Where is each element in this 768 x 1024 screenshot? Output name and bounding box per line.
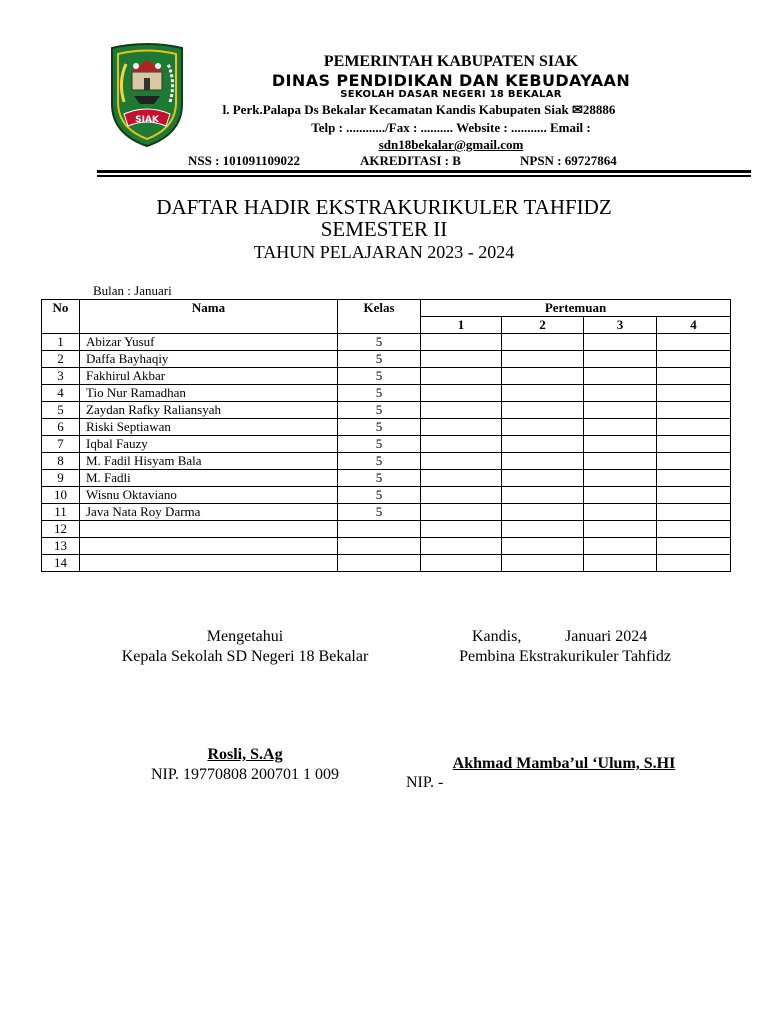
row-nama xyxy=(80,538,338,555)
sig-right-nip: NIP. - xyxy=(406,774,444,791)
row-kelas: 5 xyxy=(338,385,421,402)
row-meeting-1 xyxy=(421,402,502,419)
row-meeting-2 xyxy=(502,334,584,351)
row-kelas: 5 xyxy=(338,470,421,487)
row-meeting-2 xyxy=(502,436,584,453)
header-npsn: NPSN : 69727864 xyxy=(520,153,617,168)
row-meeting-2 xyxy=(502,504,584,521)
row-meeting-3 xyxy=(584,402,657,419)
row-no: 7 xyxy=(42,436,80,453)
table-row xyxy=(42,453,731,470)
row-kelas: 5 xyxy=(338,368,421,385)
row-meeting-2 xyxy=(502,402,584,419)
row-meeting-4 xyxy=(657,504,731,521)
col-header-meeting-3: 3 xyxy=(584,317,657,334)
table-row xyxy=(42,504,731,521)
row-no: 12 xyxy=(42,521,80,538)
header-government: PEMERINTAH KABUPATEN SIAK xyxy=(323,53,579,70)
table-row xyxy=(42,351,731,368)
row-meeting-3 xyxy=(584,555,657,572)
row-meeting-3 xyxy=(584,368,657,385)
row-no: 11 xyxy=(42,504,80,521)
row-kelas: 5 xyxy=(338,504,421,521)
sig-left-acknowledge: Mengetahui xyxy=(206,628,284,645)
row-kelas: 5 xyxy=(338,453,421,470)
document-title xyxy=(0,196,768,240)
header-akreditasi: AKREDITASI : B xyxy=(360,153,461,168)
row-no: 8 xyxy=(42,453,80,470)
row-kelas: 5 xyxy=(338,351,421,368)
row-no: 14 xyxy=(42,555,80,572)
row-meeting-1 xyxy=(421,555,502,572)
row-meeting-1 xyxy=(421,521,502,538)
row-meeting-3 xyxy=(584,504,657,521)
table-row xyxy=(42,436,731,453)
row-meeting-1 xyxy=(421,470,502,487)
row-meeting-3 xyxy=(584,470,657,487)
row-meeting-4 xyxy=(657,419,731,436)
row-meeting-3 xyxy=(584,419,657,436)
attendance-table xyxy=(41,299,731,572)
month-label: Bulan : Januari xyxy=(93,283,172,298)
row-nama: Tio Nur Ramadhan xyxy=(80,385,338,402)
row-meeting-4 xyxy=(657,385,731,402)
row-meeting-2 xyxy=(502,368,584,385)
row-nama: Java Nata Roy Darma xyxy=(80,504,338,521)
row-no: 4 xyxy=(42,385,80,402)
row-meeting-2 xyxy=(502,453,584,470)
col-header-nama: Nama xyxy=(80,300,338,334)
row-meeting-4 xyxy=(657,436,731,453)
row-no: 5 xyxy=(42,402,80,419)
col-header-pertemuan: Pertemuan xyxy=(421,300,731,317)
header-address: l. Perk.Palapa Ds Bekalar Kecamatan Kandis Kabupaten Siak ✉28886 xyxy=(222,102,616,117)
row-meeting-3 xyxy=(584,521,657,538)
sig-left-nip: NIP. 19770808 200701 1 009 xyxy=(150,766,339,783)
row-meeting-2 xyxy=(502,487,584,504)
header-nss: NSS : 101091109022 xyxy=(188,153,300,168)
row-meeting-2 xyxy=(502,555,584,572)
row-kelas xyxy=(338,538,421,555)
row-meeting-4 xyxy=(657,521,731,538)
row-nama: Iqbal Fauzy xyxy=(80,436,338,453)
row-meeting-4 xyxy=(657,470,731,487)
row-meeting-1 xyxy=(421,351,502,368)
row-no: 6 xyxy=(42,419,80,436)
row-meeting-3 xyxy=(584,385,657,402)
row-meeting-2 xyxy=(502,521,584,538)
row-nama: Daffa Bayhaqiy xyxy=(80,351,338,368)
row-nama: Riski Septiawan xyxy=(80,419,338,436)
row-meeting-4 xyxy=(657,402,731,419)
row-no: 10 xyxy=(42,487,80,504)
row-nama: Zaydan Rafky Raliansyah xyxy=(80,402,338,419)
table-row xyxy=(42,487,731,504)
row-meeting-3 xyxy=(584,453,657,470)
row-meeting-1 xyxy=(421,453,502,470)
row-meeting-3 xyxy=(584,487,657,504)
table-row xyxy=(42,368,731,385)
row-meeting-1 xyxy=(421,538,502,555)
header-contact: Telp : ............/Fax : .......... Website : ........... Email : xyxy=(311,120,591,135)
row-kelas: 5 xyxy=(338,334,421,351)
col-header-meeting-2: 2 xyxy=(502,317,584,334)
sig-right-position: Pembina Ekstrakurikuler Tahfidz xyxy=(459,648,671,665)
row-kelas: 5 xyxy=(338,419,421,436)
row-meeting-1 xyxy=(421,487,502,504)
row-meeting-1 xyxy=(421,504,502,521)
row-nama: Wisnu Oktaviano xyxy=(80,487,338,504)
table-row xyxy=(42,555,731,572)
row-meeting-4 xyxy=(657,368,731,385)
row-nama: Abizar Yusuf xyxy=(80,334,338,351)
col-header-no: No xyxy=(42,300,80,334)
row-meeting-1 xyxy=(421,436,502,453)
row-meeting-4 xyxy=(657,334,731,351)
row-meeting-2 xyxy=(502,470,584,487)
table-row xyxy=(42,419,731,436)
row-kelas xyxy=(338,555,421,572)
table-row xyxy=(42,470,731,487)
row-meeting-2 xyxy=(502,351,584,368)
row-no: 9 xyxy=(42,470,80,487)
row-meeting-4 xyxy=(657,487,731,504)
header-school: SEKOLAH DASAR NEGERI 18 BEKALAR xyxy=(340,89,562,100)
row-nama: M. Fadli xyxy=(80,470,338,487)
row-meeting-3 xyxy=(584,351,657,368)
sig-right-place: Kandis, xyxy=(472,628,522,645)
row-nama xyxy=(80,555,338,572)
row-meeting-3 xyxy=(584,538,657,555)
row-meeting-2 xyxy=(502,419,584,436)
header-email: sdn18bekalar@gmail.com xyxy=(378,137,524,152)
row-kelas xyxy=(338,521,421,538)
row-meeting-1 xyxy=(421,334,502,351)
row-no: 1 xyxy=(42,334,80,351)
title-line2: SEMESTER II xyxy=(320,217,448,241)
row-meeting-4 xyxy=(657,538,731,555)
row-meeting-2 xyxy=(502,385,584,402)
row-meeting-1 xyxy=(421,385,502,402)
row-meeting-2 xyxy=(502,538,584,555)
table-row xyxy=(42,385,731,402)
row-meeting-4 xyxy=(657,453,731,470)
table-row xyxy=(42,402,731,419)
sig-left-position: Kepala Sekolah SD Negeri 18 Bekalar xyxy=(121,648,369,665)
title-academic-year: TAHUN PELAJARAN 2023 - 2024 xyxy=(253,242,515,262)
siak-regency-crest-icon xyxy=(108,42,186,148)
col-header-kelas: Kelas xyxy=(338,300,421,334)
sig-right-name: Akhmad Mamba’ul ‘Ulum, S.HI xyxy=(452,755,676,772)
title-line1: DAFTAR HADIR EKSTRAKURIKULER TAHFIDZ xyxy=(156,195,612,219)
row-nama xyxy=(80,521,338,538)
col-header-meeting-1: 1 xyxy=(421,317,502,334)
header-department: DINAS PENDIDIKAN DAN KEBUDAYAAN xyxy=(271,71,631,90)
row-meeting-1 xyxy=(421,368,502,385)
row-meeting-4 xyxy=(657,351,731,368)
row-nama: M. Fadil Hisyam Bala xyxy=(80,453,338,470)
attendance-rows xyxy=(42,334,731,572)
row-kelas: 5 xyxy=(338,402,421,419)
row-nama: Fakhirul Akbar xyxy=(80,368,338,385)
row-meeting-4 xyxy=(657,555,731,572)
table-row xyxy=(42,334,731,351)
row-no: 3 xyxy=(42,368,80,385)
row-meeting-1 xyxy=(421,419,502,436)
row-meeting-3 xyxy=(584,334,657,351)
row-meeting-3 xyxy=(584,436,657,453)
row-no: 2 xyxy=(42,351,80,368)
header-divider-thick xyxy=(97,170,751,173)
row-no: 13 xyxy=(42,538,80,555)
header-divider-thin xyxy=(97,175,751,177)
row-kelas: 5 xyxy=(338,487,421,504)
sig-left-name: Rosli, S.Ag xyxy=(207,746,283,763)
sig-right-date: Januari 2024 xyxy=(565,628,648,645)
table-row xyxy=(42,521,731,538)
col-header-meeting-4: 4 xyxy=(657,317,731,334)
table-row xyxy=(42,538,731,555)
logo-text: SIAK xyxy=(135,115,159,125)
row-kelas: 5 xyxy=(338,436,421,453)
